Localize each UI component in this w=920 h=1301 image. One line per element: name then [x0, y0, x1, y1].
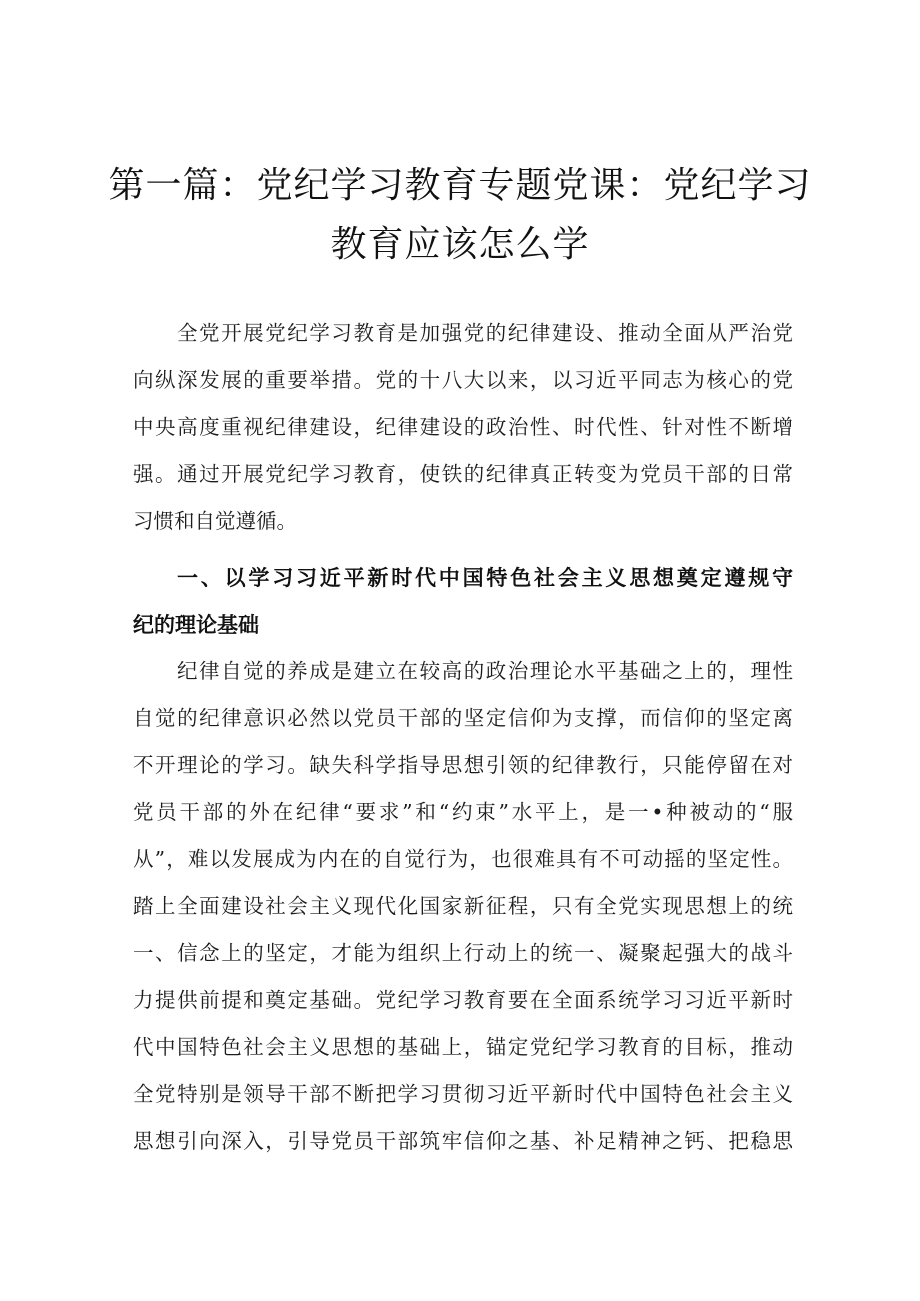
paragraph-line: 踏上全面建设社会主义现代化国家新征程，只有全党实现思想上的统	[133, 894, 793, 918]
paragraph-line: 自觉的纪律意识必然以党员干部的坚定信仰为支撑，而信仰的坚定离	[133, 706, 793, 730]
heading-line: 一、以学习习近平新时代中国特色社会主义思想奠定遵规守	[177, 566, 793, 590]
paragraph-line: 一、信念上的坚定，才能为组织上行动上的统一、凝聚起强大的战斗	[133, 941, 793, 965]
paragraph-line: 党员干部的外在纪律“要求”和“约束”水平上，是一•种被动的“服	[133, 800, 793, 824]
paragraph-section-1	[133, 648, 793, 1165]
paragraph-line: 从”，难以发展成为内在的自觉行为，也很难具有不可动摇的坚定性。	[133, 847, 793, 871]
paragraph-intro	[133, 310, 793, 545]
paragraph-line: 强。通过开展党纪学习教育，使铁的纪律真正转变为党员干部的日常	[133, 462, 793, 486]
heading-line: 纪的理论基础	[133, 613, 259, 637]
section-heading-1	[133, 555, 793, 649]
paragraph-line: 全党特别是领导干部不断把学习贯彻习近平新时代中国特色社会主义	[133, 1082, 793, 1106]
paragraph-line: 中央高度重视纪律建设，纪律建设的政治性、时代性、针对性不断增	[133, 415, 793, 439]
paragraph-line: 代中国特色社会主义思想的基础上，锚定党纪学习教育的目标，推动	[133, 1035, 793, 1059]
paragraph-line: 习惯和自觉遵循。	[133, 509, 297, 533]
document-title-line-1: 第一篇：党纪学习教育专题党课：党纪学习	[108, 165, 812, 206]
document-title-line-2: 教育应该怎么学	[330, 224, 590, 265]
paragraph-line: 全党开展党纪学习教育是加强党的纪律建设、推动全面从严治党	[177, 321, 793, 345]
paragraph-line: 思想引向深入，引导党员干部筑牢信仰之基、补足精神之钙、把稳思	[133, 1129, 793, 1153]
paragraph-line: 不开理论的学习。缺失科学指导思想引领的纪律教行，只能停留在对	[133, 753, 793, 777]
paragraph-line: 向纵深发展的重要举措。党的十八大以来，以习近平同志为核心的党	[133, 368, 793, 392]
paragraph-line: 力提供前提和奠定基础。党纪学习教育要在全面系统学习习近平新时	[133, 988, 793, 1012]
paragraph-line: 纪律自觉的养成是建立在较高的政治理论水平基础之上的，理性	[177, 659, 793, 683]
